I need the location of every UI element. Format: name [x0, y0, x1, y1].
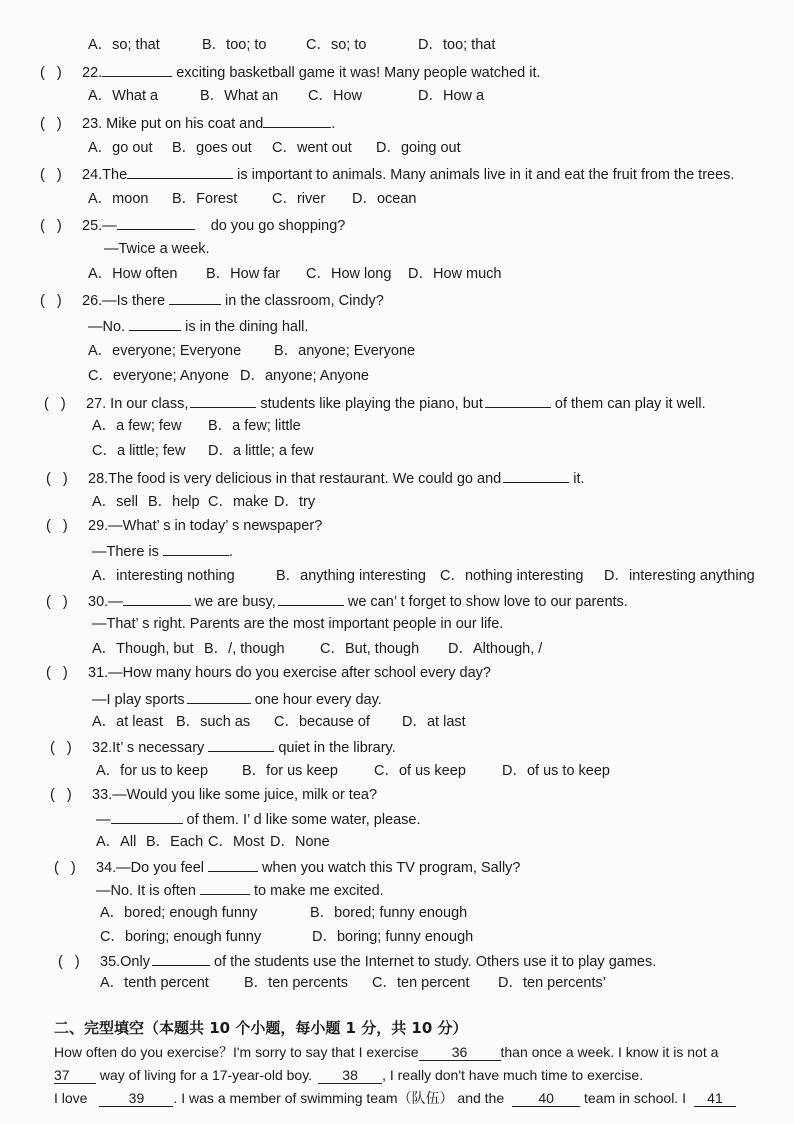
answer-paren[interactable]: ( ) — [46, 665, 68, 681]
q31-option-c[interactable]: C．because of — [274, 714, 370, 730]
q25-number: 25.— — [82, 218, 117, 234]
answer-paren[interactable]: ( ) — [40, 116, 62, 132]
q25-option-c[interactable]: C．How long — [306, 266, 392, 282]
q27-options-cd — [92, 442, 314, 460]
passage-line-1 — [54, 1043, 718, 1061]
passage-text: way of living for a 17-year-old boy. — [96, 1067, 313, 1083]
answer-paren[interactable]: ( ) — [50, 740, 72, 756]
passage-text: I love — [54, 1090, 88, 1106]
q26-text: in the classroom, Cindy? — [221, 293, 384, 309]
q33-option-c[interactable]: C．Most — [208, 834, 265, 850]
q33-option-b[interactable]: B．Each — [146, 834, 204, 850]
q33-blank[interactable] — [111, 809, 183, 824]
q26-options-cd — [88, 367, 369, 385]
q28-option-d[interactable]: D．try — [274, 494, 316, 510]
passage-text: than once a week. I know it is not a — [500, 1044, 719, 1060]
q26-option-c[interactable]: C．everyone; Anyone — [88, 368, 230, 384]
q30-options — [92, 640, 542, 658]
q29-option-d[interactable]: D．interesting anything — [604, 568, 755, 584]
q24-option-c[interactable]: C．river — [272, 191, 326, 207]
answer-paren[interactable]: ( ) — [40, 65, 62, 81]
section-title: 二、完型填空（本题共 10 个小题，每小题 1 分，共 10 分） — [54, 1019, 468, 1037]
passage-text: . I was a member of swimming team（队伍） and the — [173, 1090, 505, 1106]
passage-text: team in school. I — [580, 1090, 686, 1106]
q25-blank[interactable] — [117, 215, 195, 230]
q34-option-c[interactable]: C．boring; enough funny — [100, 929, 262, 945]
q24-blank[interactable] — [127, 164, 233, 179]
q31-number: 31.—How many hours do you exercise after school every day? — [88, 665, 491, 681]
q27-stem — [44, 393, 706, 413]
q35-option-c[interactable]: C．ten percent — [372, 975, 470, 991]
q31-reply — [92, 689, 382, 709]
q30-option-d[interactable]: D．Although, / — [448, 641, 543, 657]
q28-option-c[interactable]: C．make — [208, 494, 269, 510]
q35-options — [100, 974, 606, 992]
q24-option-b[interactable]: B．Forest — [172, 191, 238, 207]
q35-blank[interactable] — [152, 951, 210, 966]
q34-blank-2[interactable] — [200, 880, 250, 895]
q31-stem — [46, 664, 491, 682]
q34-option-d[interactable]: D．boring; funny enough — [312, 929, 474, 945]
answer-paren[interactable]: ( ) — [40, 218, 62, 234]
q31-blank[interactable] — [187, 689, 251, 704]
passage-line-2 — [54, 1066, 643, 1084]
answer-paren[interactable]: ( ) — [44, 396, 66, 412]
q34-end: to make me excited. — [249, 883, 384, 899]
q34-reply — [96, 880, 384, 900]
q32-option-d[interactable]: D．of us to keep — [502, 763, 610, 779]
q35-number: 35.Only — [100, 954, 150, 970]
passage-line-3 — [54, 1089, 736, 1107]
q28-number: 28.The food is very delicious in that restaurant. We could go and — [88, 471, 502, 487]
q25-option-b[interactable]: B．How far — [206, 266, 281, 282]
q24-option-d[interactable]: D．ocean — [352, 191, 417, 207]
q27-options-ab — [92, 417, 301, 435]
q27-blank-1[interactable] — [190, 393, 256, 408]
q22-blank[interactable] — [102, 62, 172, 77]
q28-stem — [46, 468, 585, 488]
answer-paren[interactable]: ( ) — [46, 594, 68, 610]
passage-text: , I really don't have much time to exercise. — [382, 1067, 644, 1083]
q22-option-c[interactable]: C．How — [308, 88, 362, 104]
q26-number: 26.—Is there — [82, 293, 166, 309]
q24-number: 24.The — [82, 167, 128, 183]
q23-end: . — [331, 116, 336, 132]
q28-option-a[interactable]: A．sell — [92, 494, 138, 510]
q32-stem — [50, 737, 396, 757]
cloze-blank-36[interactable]: 36 — [419, 1044, 501, 1061]
q22-options — [88, 87, 484, 105]
q34-text: when you watch this TV program, Sally? — [258, 860, 521, 876]
q30-text-1: we are busy, — [190, 594, 276, 610]
q28-end: it. — [569, 471, 585, 487]
q30-number: 30.— — [88, 594, 123, 610]
q24-options — [88, 190, 416, 208]
q32-number: 32.It’ s necessary — [92, 740, 205, 756]
q29-reply — [92, 541, 233, 561]
q22-option-d[interactable]: D．How a — [418, 88, 485, 104]
q23-option-a[interactable]: A．go out — [88, 140, 153, 156]
q22-option-a[interactable]: A．What a — [88, 88, 159, 104]
q27-text-2: of them can play it well. — [550, 396, 706, 412]
q32-option-c[interactable]: C．of us keep — [374, 763, 466, 779]
q34-stem — [54, 857, 520, 877]
q35-text: of the students use the Internet to study. Others use it to play games. — [209, 954, 657, 970]
q34-options-cd — [100, 928, 473, 946]
q33-reply-text: of them. I’ d like some water, please. — [182, 812, 421, 828]
passage-text: How often do you exercise？I'm sorry to say that I exercise — [54, 1044, 419, 1060]
q27-option-a[interactable]: A．a few; few — [92, 418, 182, 434]
q25-stem — [40, 215, 345, 235]
q27-number: 27. In our class, — [86, 396, 189, 412]
q34-blank-1[interactable] — [208, 857, 258, 872]
q31-option-a[interactable]: A．at least — [92, 714, 163, 730]
cloze-blank-40[interactable]: 40 — [512, 1090, 580, 1107]
q35-option-d[interactable]: D．ten percents’ — [498, 975, 606, 991]
q31-reply-text: —I play sports — [92, 692, 185, 708]
q33-number: 33.—Would you like some juice, milk or tea? — [92, 787, 378, 803]
q27-option-d[interactable]: D．a little; a few — [208, 443, 314, 459]
q30-option-b[interactable]: B．/, though — [204, 641, 285, 657]
q26-reply — [88, 316, 308, 336]
answer-paren[interactable]: ( ) — [50, 787, 72, 803]
q24-option-a[interactable]: A．moon — [88, 191, 149, 207]
q21-option-b[interactable]: B．too; to — [202, 37, 267, 53]
q29-option-a[interactable]: A．interesting nothing — [92, 568, 235, 584]
q30-option-a[interactable]: A．Though, but — [92, 641, 194, 657]
answer-paren[interactable]: ( ) — [40, 293, 62, 309]
q23-number: 23. Mike put on his coat and — [82, 116, 264, 132]
q32-blank[interactable] — [208, 737, 274, 752]
q27-blank-2[interactable] — [485, 393, 551, 408]
q25-reply: —Twice a week. — [104, 241, 210, 257]
q22-stem — [40, 62, 541, 82]
q35-option-a[interactable]: A．tenth percent — [100, 975, 209, 991]
answer-paren[interactable]: ( ) — [46, 518, 68, 534]
q27-option-c[interactable]: C．a little; few — [92, 443, 186, 459]
q29-options — [92, 567, 755, 585]
answer-paren[interactable]: ( ) — [46, 471, 68, 487]
q27-option-b[interactable]: B．a few; little — [208, 418, 301, 434]
q23-option-d[interactable]: D．going out — [376, 140, 461, 156]
q26-option-d[interactable]: D．anyone; Anyone — [240, 368, 369, 384]
q24-text: is important to animals. Many animals live in it and eat the fruit from the trees. — [233, 167, 735, 183]
q33-options — [96, 833, 330, 851]
cloze-blank-37[interactable]: 37 — [54, 1067, 96, 1084]
answer-paren[interactable]: ( ) — [40, 167, 62, 183]
q29-blank[interactable] — [163, 541, 229, 556]
q32-options — [96, 762, 610, 780]
q27-text-1: students like playing the piano, but — [256, 396, 483, 412]
q21-option-c[interactable]: C．so; to — [306, 37, 367, 53]
q30-blank-2[interactable] — [278, 591, 344, 606]
q25-option-d[interactable]: D．How much — [408, 266, 502, 282]
q31-option-d[interactable]: D．at last — [402, 714, 466, 730]
q28-options — [92, 493, 315, 511]
q22-option-b[interactable]: B．What an — [200, 88, 279, 104]
q31-option-b[interactable]: B．such as — [176, 714, 251, 730]
cloze-blank-39[interactable]: 39 — [99, 1090, 173, 1107]
q34-number: 34.—Do you feel — [96, 860, 205, 876]
q26-blank-2[interactable] — [129, 316, 181, 331]
q33-option-d[interactable]: D．None — [270, 834, 330, 850]
q23-option-c[interactable]: C．went out — [272, 140, 352, 156]
q26-blank-1[interactable] — [169, 290, 221, 305]
q33-option-a[interactable]: A．All — [96, 834, 137, 850]
q32-option-a[interactable]: A．for us to keep — [96, 763, 209, 779]
q35-option-b[interactable]: B．ten percents — [244, 975, 348, 991]
q23-options — [88, 139, 461, 157]
q32-end: quiet in the library. — [274, 740, 396, 756]
q35-stem — [58, 951, 656, 971]
q32-option-b[interactable]: B．for us keep — [242, 763, 338, 779]
q26-reply-end: is in the dining hall. — [181, 319, 309, 335]
q29-option-b[interactable]: B．anything interesting — [276, 568, 426, 584]
q30-blank-1[interactable] — [123, 591, 191, 606]
cloze-blank-41[interactable]: 41 — [694, 1090, 736, 1107]
q26-stem — [40, 290, 384, 310]
q26-reply-start: —No. — [88, 319, 126, 335]
q31-options — [92, 713, 466, 731]
answer-paren[interactable]: ( ) — [58, 954, 80, 970]
q26-option-b[interactable]: B．anyone; Everyone — [274, 343, 416, 359]
q33-reply — [96, 809, 421, 829]
q29-option-c[interactable]: C．nothing interesting — [440, 568, 584, 584]
q25-text: do you go shopping? — [206, 218, 346, 234]
q30-text-2: we can’ t forget to show love to our parents. — [343, 594, 628, 610]
q30-stem — [46, 591, 628, 611]
q30-reply: —That’ s right. Parents are the most important people in our life. — [92, 616, 504, 632]
q26-options-ab — [88, 342, 415, 360]
q29-end: . — [228, 544, 233, 560]
q33-reply-dash: — — [96, 812, 111, 828]
q34-option-a[interactable]: A．bored; enough funny — [100, 905, 258, 921]
q24-stem — [40, 164, 734, 184]
q31-end: one hour every day. — [250, 692, 382, 708]
q29-stem — [46, 517, 322, 535]
q34-options-ab — [100, 904, 467, 922]
q25-options — [88, 265, 501, 283]
q29-reply-text: —There is — [92, 544, 159, 560]
cloze-blank-38[interactable]: 38 — [318, 1067, 382, 1084]
q21-option-a[interactable]: A．so; that — [88, 37, 160, 53]
q25-option-a[interactable]: A．How often — [88, 266, 178, 282]
q34-reply-text: —No. It is often — [96, 883, 196, 899]
q26-option-a[interactable]: A．everyone; Everyone — [88, 343, 242, 359]
q22-number: 22. — [82, 65, 103, 81]
q23-option-b[interactable]: B．goes out — [172, 140, 252, 156]
q30-option-c[interactable]: C．But, though — [320, 641, 420, 657]
q22-text: exciting basketball game it was! Many people watched it. — [172, 65, 541, 81]
q29-number: 29.—What’ s in today’ s newspaper? — [88, 518, 323, 534]
q28-option-b[interactable]: B．help — [148, 494, 200, 510]
q23-blank[interactable] — [263, 113, 331, 128]
q21-options — [88, 36, 495, 54]
q33-stem — [50, 786, 377, 804]
answer-paren[interactable]: ( ) — [54, 860, 76, 876]
q23-stem — [40, 113, 335, 133]
q21-option-d[interactable]: D．too; that — [418, 37, 496, 53]
q28-blank[interactable] — [503, 468, 569, 483]
q34-option-b[interactable]: B．bored; funny enough — [310, 905, 468, 921]
